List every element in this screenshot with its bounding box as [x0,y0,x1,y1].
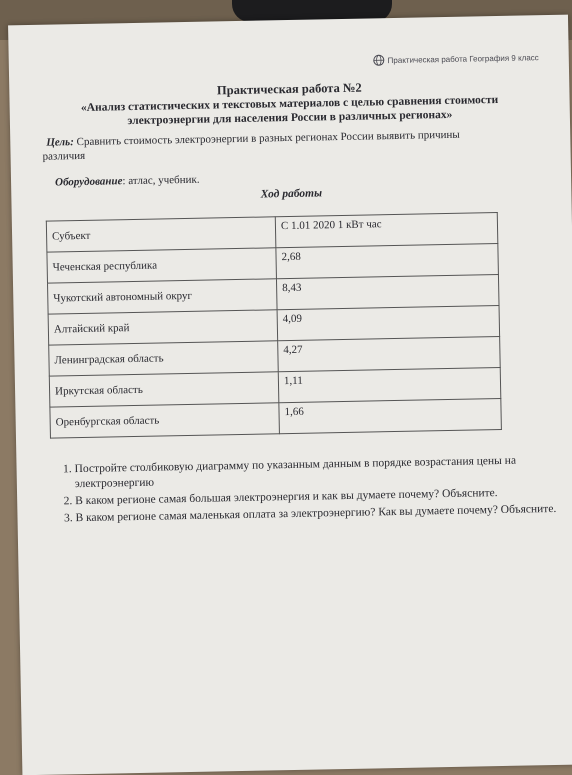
course-heading: Ход работы [11,183,571,206]
question-item: 2. В каком регионе самая большая электроэнергия и как вы думаете почему? Объясните. [75,485,572,510]
header-note-text: Практическая работа География 9 класс [388,53,539,65]
equipment-text: : атлас, учебник. [122,174,199,187]
price-cell: 1,66 [279,398,502,433]
page-title: Практическая работа №2 [9,77,569,103]
region-cell: Ленинградская область [49,341,279,376]
price-cell: 2,68 [276,244,499,279]
table-header-cell: Субъект [46,217,276,252]
price-cell: 1,11 [278,367,501,402]
header-note [373,51,539,66]
question-item: 1. Постройте столбиковую диаграмму по указанным данным в порядке возрастания цены на электроэнергию [74,453,572,493]
worksheet-page [8,15,572,775]
question-item: 3. В каком регионе самая маленькая оплата за электроэнергию? Как вы думаете почему? Объясните. [75,502,572,527]
goal-label: Цель: [46,136,74,149]
region-cell: Иркутская область [49,372,279,407]
region-cell: Чеченская республика [47,248,277,283]
price-cell: 8,43 [276,275,499,310]
table-header-cell: С 1.01 2020 1 кВт час [275,213,498,248]
equipment-label: Оборудование [55,175,123,188]
goal-text: Сравнить стоимость электроэнергии в разных регионах России выявить причины [76,129,459,148]
region-cell: Чукотский автономный округ [48,279,278,314]
price-cell: 4,09 [277,306,500,341]
region-cell: Оренбургская область [50,403,280,438]
globe-icon [373,54,385,66]
region-cell: Алтайский край [48,310,278,345]
price-cell: 4,27 [278,336,501,371]
page-subtitle-line1: «Анализ статистических и текстовых материалов с целью сравнения стоимости [10,93,570,116]
price-table [46,212,502,439]
questions-list [56,453,572,529]
goal-text-continued: различия [42,141,542,163]
page-subtitle-line2: электроэнергии для населения России в различных регионах» [10,107,570,130]
